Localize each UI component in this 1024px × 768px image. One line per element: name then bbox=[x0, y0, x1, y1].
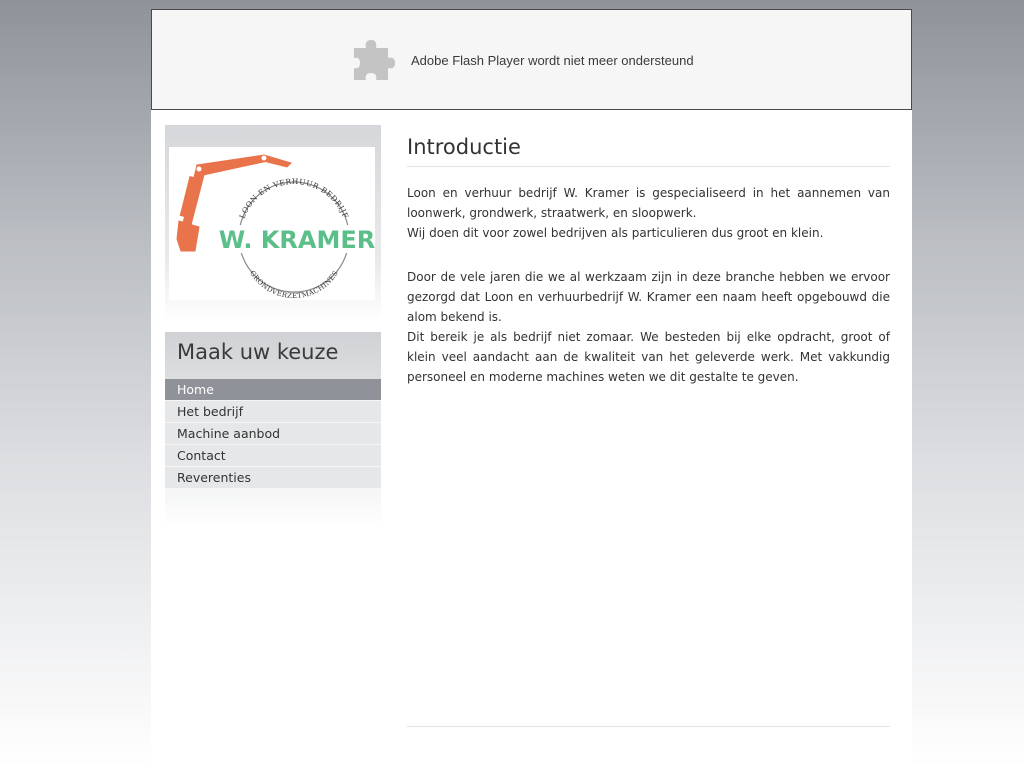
flash-message: Adobe Flash Player wordt niet meer ondersteund bbox=[411, 53, 694, 68]
company-logo-graphic bbox=[169, 147, 375, 300]
main-content bbox=[407, 133, 890, 387]
page-container bbox=[151, 9, 912, 768]
navigation-panel bbox=[165, 332, 381, 527]
company-logo[interactable] bbox=[169, 147, 375, 300]
nav-item-machine-aanbod[interactable]: Machine aanbod bbox=[165, 423, 381, 445]
intro-paragraph-2: Wij doen dit voor zowel bedrijven als particulieren dus groot en klein. bbox=[407, 226, 824, 240]
menu-title-text: Maak uw keuze bbox=[177, 340, 339, 364]
nav-item-contact[interactable]: Contact bbox=[165, 445, 381, 467]
svg-text:LOON EN VERHUUR BEDRIJF bbox=[238, 177, 351, 220]
flash-unsupported-banner bbox=[151, 9, 912, 110]
menu-title bbox=[165, 332, 381, 379]
page-title: Introductie bbox=[407, 133, 890, 167]
nav-item-reverenties[interactable]: Reverenties bbox=[165, 467, 381, 489]
intro-paragraph-4: Dit bereik je als bedrijf niet zomaar. We besteden bij elke opdracht, groot of klein veel aandacht aan de kwaliteit van het geleverde werk. Met vakkundig personeel en moderne machines weten we dit gestalte te geven. bbox=[407, 330, 890, 384]
nav-item-home[interactable]: Home bbox=[165, 379, 381, 401]
logo-arc-top: LOON EN VERHUUR BEDRIJF bbox=[237, 176, 351, 220]
content-divider bbox=[407, 726, 890, 727]
intro-paragraph-1: Loon en verhuur bedrijf W. Kramer is gespecialiseerd in het aannemen van loonwerk, grondwerk, straatwerk, en sloopwerk. bbox=[407, 186, 890, 220]
logo-name: W. KRAMER bbox=[218, 226, 375, 254]
logo-panel bbox=[165, 125, 381, 321]
svg-text:GRONDVERZETMACHINES bbox=[248, 269, 340, 300]
intro-paragraph-3: Door de vele jaren die we al werkzaam zijn in deze branche hebben we ervoor gezorgd dat Loon en verhuurbedrijf W. Kramer een naam heeft opgebouwd die alom bekend is. bbox=[407, 270, 890, 324]
logo-arc-bottom: GRONDVERZETMACHINES bbox=[248, 269, 340, 300]
nav-item-het-bedrijf[interactable]: Het bedrijf bbox=[165, 401, 381, 423]
plugin-puzzle-icon bbox=[352, 38, 396, 82]
nav-menu bbox=[165, 379, 381, 489]
